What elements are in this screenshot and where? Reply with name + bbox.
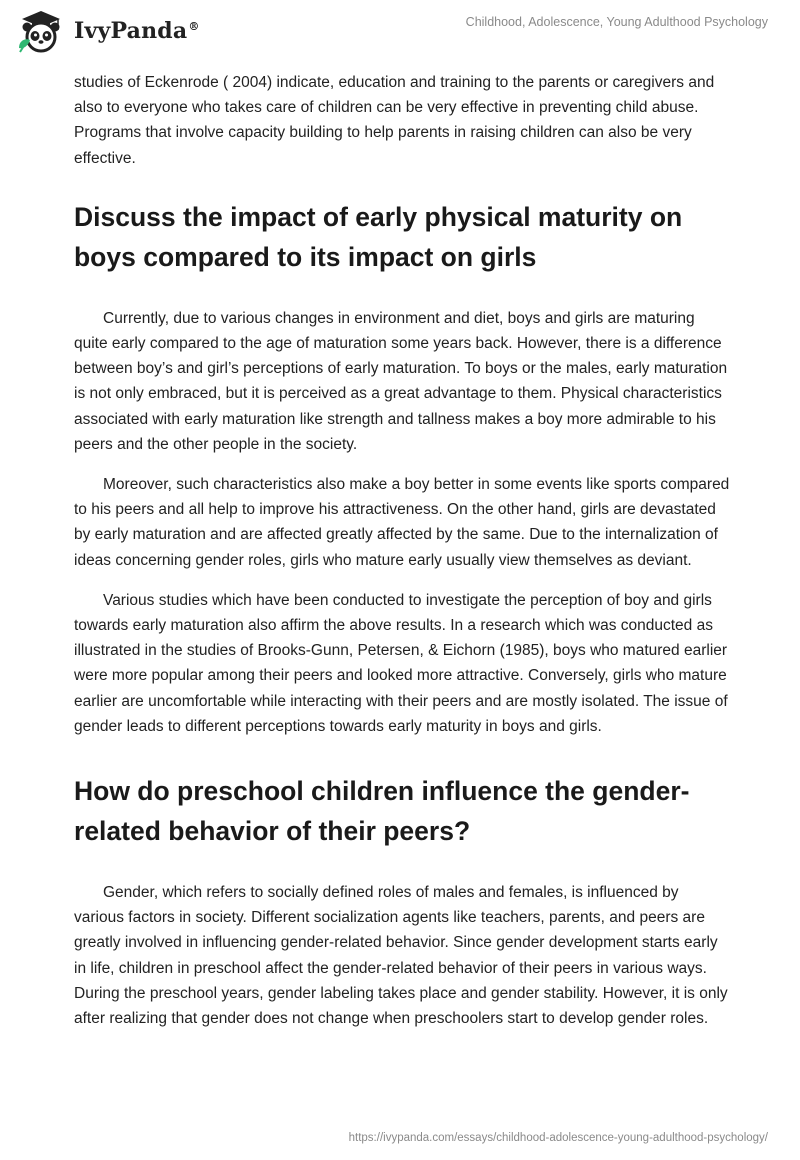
intro-paragraph: studies of Eckenrode ( 2004) indicate, education and training to the parents or caregivers and also to everyone who takes care of children can be very effective in preventing child abuse. Programs that involve capacity building to help parents in raising children can also be very effective. bbox=[74, 74, 715, 167]
paragraph: Various studies which have been conducted to investigate the perception of boy and girls towards early maturation also affirm the above results. In a research which was conducted as illustrated in the studies of Brooks-Gunn, Petersen, & Eichorn (1985), boys who matured earlier were more popular among their peers and looked more attractive. Conversely, girls who mature earlier are uncomfortable while interacting with their peers and are mostly isolated. The issue of gender leads to different perceptions towards early maturity in boys and girls. bbox=[74, 591, 728, 735]
essay-content bbox=[74, 70, 730, 1031]
paragraph: Moreover, such characteristics also make a boy better in some events like sports compared to his peers and all help to improve his attractiveness. On the other hand, girls are devastated by early maturation and are affected greatly affected by the same. Due to the internalization of ideas concerning gender roles, girls who mature early usually view themselves as deviant. bbox=[74, 476, 730, 569]
page-header bbox=[0, 0, 800, 66]
paragraph: Gender, which refers to socially defined roles of males and females, is influenced by various factors in society. Different socialization agents like teachers, parents, and peers are greatly involved in influencing gender-related behavior. Since gender development starts early in life, children in preschool affect the gender-related behavior of their peers in various ways. During the preschool years, gender labeling takes place and gender stability. However, it is only after realizing that gender does not change when preschoolers start to develop gender roles. bbox=[74, 884, 728, 1028]
ivypanda-logo[interactable] bbox=[16, 8, 200, 54]
panda-graduate-logo-icon bbox=[16, 8, 66, 54]
document-title: Childhood, Adolescence, Young Adulthood Psychology bbox=[465, 15, 768, 29]
paragraph: Currently, due to various changes in environment and diet, boys and girls are maturing quite early compared to the age of maturation some years back. However, there is a difference between boy’s and girl’s perceptions of early maturation. To boys or the males, early maturation is not only embraced, but it is perceived as a great advantage to them. Physical characteristics associated with early maturation like strength and tallness makes a boy more admirable to his peers and the other people in the society. bbox=[74, 309, 728, 453]
section-heading-preschool-gender: How do preschool children influence the gender-related behavior of their peers? bbox=[74, 776, 690, 847]
section-heading-early-maturity: Discuss the impact of early physical maturity on boys compared to its impact on girls bbox=[74, 201, 683, 272]
logo-wordmark: IvyPanda® bbox=[74, 18, 200, 44]
source-url-link[interactable]: https://ivypanda.com/essays/childhood-adolescence-young-adulthood-psychology/ bbox=[348, 1132, 768, 1144]
